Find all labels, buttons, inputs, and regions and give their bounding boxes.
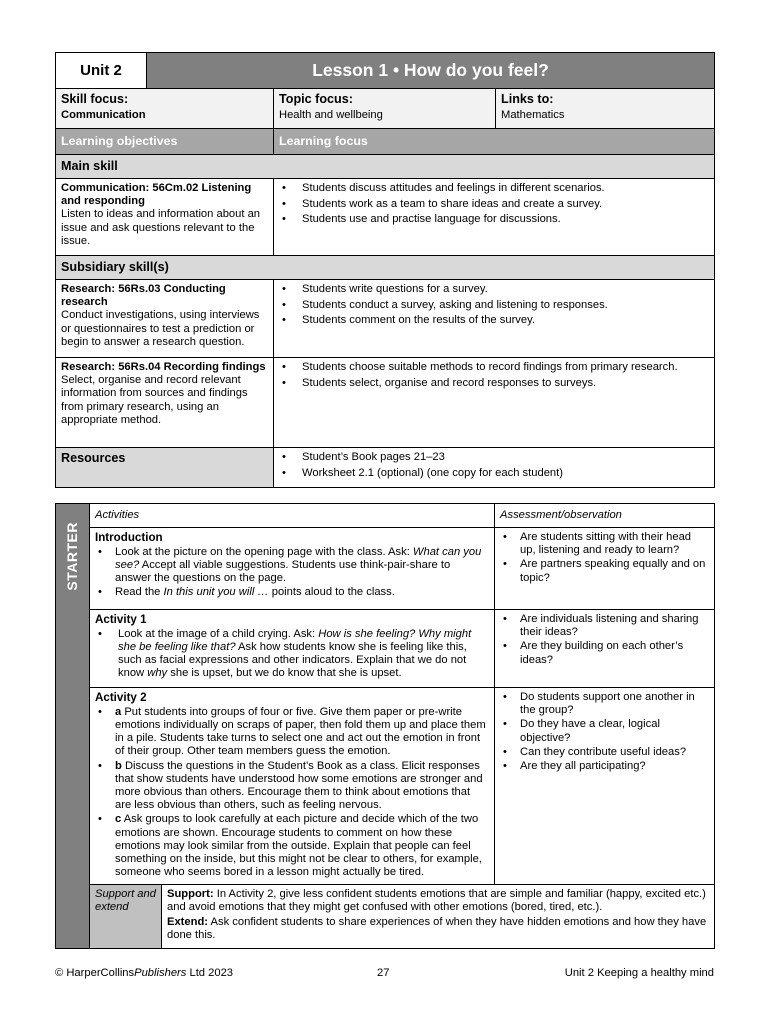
support-extend-label: Support and extend xyxy=(90,884,162,948)
footer-unit-title: Unit 2 Keeping a healthy mind xyxy=(564,967,714,979)
activity-2-row xyxy=(56,688,715,885)
links-label: Links to: xyxy=(501,92,554,106)
main-skill-heading: Main skill xyxy=(56,155,715,179)
subsidiary-2-desc: Select, organise and record relevant information from sources and findings from primary research, using an appropriate method. xyxy=(61,374,248,426)
lesson-plan-table xyxy=(55,52,715,488)
list-item: • Are they all participating? xyxy=(500,760,709,773)
subsidiary-1-row xyxy=(56,280,715,358)
list-item: • Are individuals listening and sharing their ideas? xyxy=(500,613,709,639)
list-item: • Students conduct a survey, asking and listening to responses. xyxy=(279,299,709,312)
list-item: • Are partners speaking equally and on topic? xyxy=(500,558,709,584)
list-item: • Worksheet 2.1 (optional) (one copy for each student) xyxy=(279,467,709,480)
main-skill-row xyxy=(56,155,715,179)
subsidiary-2-title: Research: 56Rs.04 Recording findings xyxy=(61,361,266,373)
introduction-assessment xyxy=(495,528,715,610)
main-skill-title: Communication: 56Cm.02 Listening and responding xyxy=(61,182,252,208)
list-item: • Look at the image of a child crying. Ask: How is she feeling? Why might she be feeling like that? Ask how students know she is feeling like this, such as facial expressions and other indicators. Explain that we do not know why she is upset, but we do know that she is upset. xyxy=(95,628,489,681)
skill-focus-cell xyxy=(56,89,274,129)
objectives-header-row xyxy=(56,129,715,155)
lesson-title: Lesson 1 • How do you feel? xyxy=(147,53,715,89)
activity-1-cell xyxy=(90,610,495,688)
focus-row xyxy=(56,89,715,129)
topic-focus-value: Health and wellbeing xyxy=(279,108,383,121)
list-item: • Students choose suitable methods to record findings from primary research. xyxy=(279,361,709,374)
list-item: • b Discuss the questions in the Student’s Book as a class. Elicit responses that show students have understood how some emotions are stronger and more obvious than others. Encourage them to think about emotions that are less obvious than others, such as feeling nervous. xyxy=(95,760,489,813)
list-item: • c Ask groups to look carefully at each picture and decide which of the two emotions are shown. Encourage students to comment on how these emotions may look similar from the outside. Explain that people can feel something on the inside, but this might not be clear to others, for example, someone who seems bored in a lesson might actually be tired. xyxy=(95,813,489,879)
subsidiary-1-focus xyxy=(274,280,715,358)
list-item: • Do students support one another in the group? xyxy=(500,691,709,717)
list-item: • Students use and practise language for discussions. xyxy=(279,213,709,226)
lesson-header-row xyxy=(56,53,715,89)
list-item: • Can they contribute useful ideas? xyxy=(500,746,709,759)
activities-heading: Activities xyxy=(90,504,495,528)
main-skill-content-row xyxy=(56,179,715,256)
support-text: Support: In Activity 2, give less confident students emotions that are simple and familiar (happy, excited etc.) and avoid emotions that they might get confused with other emotions (bored, tired, etc.). xyxy=(167,887,706,913)
list-item: • Look at the picture on the opening page with the class. Ask: What can you see? Accept all viable suggestions. Students use think-pair-share to answer the questions on the page. xyxy=(95,546,489,586)
subsidiary-2-focus xyxy=(274,358,715,448)
resources-heading: Resources xyxy=(56,448,274,488)
introduction-row xyxy=(56,528,715,610)
list-item: • Are students sitting with their head up, listening and ready to learn? xyxy=(500,531,709,557)
extend-text: Extend: Ask confident students to share experiences of when they have hidden emotions and how they have done this. xyxy=(167,915,707,942)
list-item: • a Put students into groups of four or five. Give them paper or pre-write emotions individually on scraps of paper, then fold them up and place them in a pile. Students take turns to select one and act out the emotion in front of their group. Other team members guess the emotion. xyxy=(95,706,489,759)
list-item: • Student’s Book pages 21–23 xyxy=(279,451,709,464)
subsidiary-2-row xyxy=(56,358,715,448)
activity-2-cell xyxy=(90,688,495,885)
page-footer xyxy=(55,967,714,983)
copyright: © HarperCollinsPublishers Ltd 2023 xyxy=(55,967,234,979)
subsidiary-1-objective xyxy=(56,280,274,358)
topic-focus-label: Topic focus: xyxy=(279,92,353,106)
introduction-cell xyxy=(90,528,495,610)
unit-label: Unit 2 xyxy=(56,53,147,89)
subsidiary-1-desc: Conduct investigations, using interviews or questionnaires to test a prediction or begin to answer a research question. xyxy=(61,309,260,348)
resources-list xyxy=(274,448,715,488)
subsidiary-row xyxy=(56,256,715,280)
support-extend-row xyxy=(56,884,715,948)
subsidiary-1-title: Research: 56Rs.03 Conducting research xyxy=(61,283,226,309)
activity-1-assessment xyxy=(495,610,715,688)
subsidiary-skills-heading: Subsidiary skill(s) xyxy=(56,256,715,280)
list-item: • Students discuss attitudes and feelings in different scenarios. xyxy=(279,182,709,195)
activity-2-assessment xyxy=(495,688,715,885)
support-extend-cell xyxy=(162,884,715,948)
list-item: • Read the In this unit you will … points aloud to the class. xyxy=(95,586,489,599)
main-skill-desc: Listen to ideas and information about an issue and ask questions relevant to the issue. xyxy=(61,208,261,247)
learning-objectives-heading: Learning objectives xyxy=(56,129,274,155)
activity-1-title: Activity 1 xyxy=(95,613,147,626)
page-number: 27 xyxy=(377,967,390,979)
list-item: • Are they building on each other’s ideas? xyxy=(500,640,709,666)
starter-table xyxy=(55,503,715,949)
learning-focus-heading: Learning focus xyxy=(274,129,715,155)
starter-label: STARTER xyxy=(63,522,80,591)
assessment-heading: Assessment/observation xyxy=(495,504,715,528)
links-value: Mathematics xyxy=(501,108,565,121)
main-skill-objective xyxy=(56,179,274,256)
subsidiary-2-objective xyxy=(56,358,274,448)
starter-header-row xyxy=(56,504,715,528)
main-skill-focus xyxy=(274,179,715,256)
links-cell xyxy=(496,89,715,129)
activity-1-row xyxy=(56,610,715,688)
skill-focus-value: Communication xyxy=(61,108,146,121)
starter-side-bar xyxy=(56,504,90,949)
list-item: • Students write questions for a survey. xyxy=(279,283,709,296)
activity-2-title: Activity 2 xyxy=(95,691,147,704)
topic-focus-cell xyxy=(274,89,496,129)
introduction-title: Introduction xyxy=(95,531,163,544)
skill-focus-label: Skill focus: xyxy=(61,92,129,106)
list-item: • Students comment on the results of the survey. xyxy=(279,314,709,327)
list-item: • Do they have a clear, logical objective? xyxy=(500,718,709,744)
list-item: • Students select, organise and record responses to surveys. xyxy=(279,377,709,390)
list-item: • Students work as a team to share ideas and create a survey. xyxy=(279,198,709,211)
resources-row xyxy=(56,448,715,488)
